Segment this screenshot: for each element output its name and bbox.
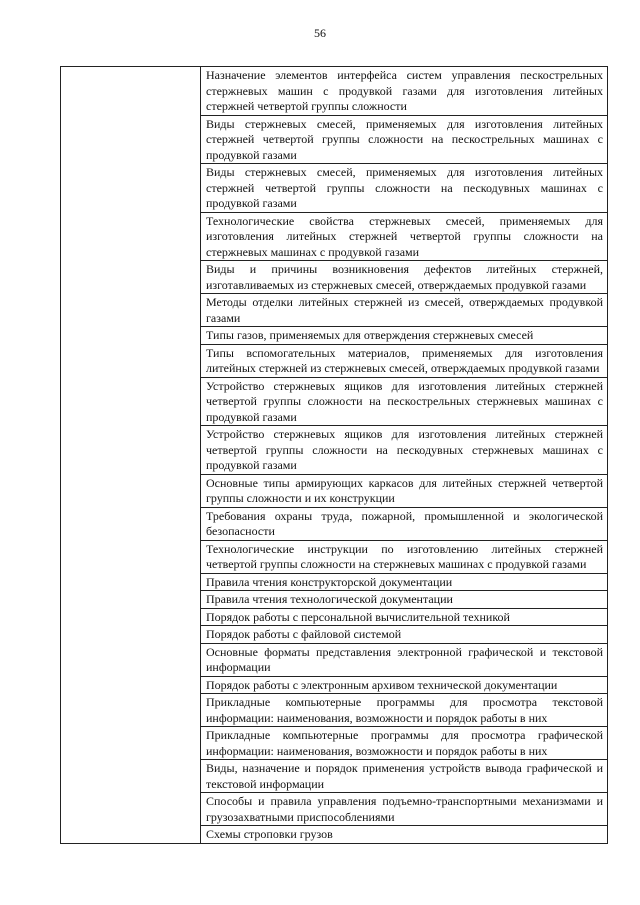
table-cell — [201, 294, 608, 327]
table-cell — [201, 591, 608, 609]
table-cell — [201, 115, 608, 164]
row-text: Порядок работы с электронным архивом технической документации — [206, 677, 558, 692]
page-number: 56 — [314, 26, 326, 40]
table-cell — [201, 327, 608, 345]
table-cell — [201, 676, 608, 694]
table-cell — [201, 426, 608, 475]
left-column-cell — [61, 67, 201, 844]
row-text: Основные типы армирующих каркасов для литейных стержней четвертой группы сложности и их конструкции — [206, 475, 603, 505]
row-text: Устройство стержневых ящиков для изготовления литейных стержней четвертой группы сложности на пескодувных стержневых машинах с продувкой газами — [206, 427, 603, 472]
table-cell — [201, 626, 608, 644]
row-text: Типы газов, применяемых для отверждения стержневых смесей — [206, 328, 534, 342]
row-text: Порядок работы с персональной вычислительной техникой — [206, 609, 510, 624]
row-text: Прикладные компьютерные программы для просмотра текстовой информации: наименования, возможности и порядок работы в них — [206, 695, 603, 725]
row-text: Виды стержневых смесей, применяемых для изготовления литейных стержней четвертой группы сложности на пескострельных машинах с продувкой газами — [206, 116, 603, 162]
row-text: Схемы строповки грузов — [206, 827, 333, 841]
table-cell — [201, 164, 608, 213]
row-text: Назначение элементов интерфейса систем управления пескострельных стержневых машин с продувкой газами для изготовления литейных стержней четвертой группы сложности — [206, 68, 603, 113]
row-text: Методы отделки литейных стержней из смесей, отверждаемых продувкой газами — [206, 295, 603, 325]
table-cell — [201, 507, 608, 540]
table-cell — [201, 67, 608, 116]
table-cell — [201, 793, 608, 826]
row-text: Правила чтения конструкторской документации — [206, 574, 453, 589]
row-text: Правила чтения технологической документации — [206, 592, 453, 606]
table-cell — [201, 540, 608, 573]
requirements-table — [60, 66, 608, 844]
table-cell — [201, 727, 608, 760]
table-cell — [201, 643, 608, 676]
row-text: Порядок работы с файловой системой — [206, 627, 402, 641]
row-text: Прикладные компьютерные программы для просмотра графической информации: наименования, возможности и порядок работы в них — [206, 728, 603, 758]
table-cell — [201, 573, 608, 591]
table-row — [61, 67, 608, 116]
table-cell — [201, 344, 608, 377]
row-text: Технологические инструкции по изготовлению литейных стержней четвертой группы сложности на стержневых машинах с продувкой газами — [206, 541, 603, 571]
table-cell — [201, 760, 608, 793]
table-cell — [201, 826, 608, 844]
table-cell — [201, 608, 608, 626]
table-cell — [201, 694, 608, 727]
row-text: Виды стержневых смесей, применяемых для изготовления литейных стержней четвертой группы сложности на пескодувных машинах с продувкой газами — [206, 165, 603, 210]
row-text: Устройство стержневых ящиков для изготовления литейных стержней четвертой группы сложности на пескострельных стержневых машинах с продувкой газами — [206, 378, 603, 424]
row-text: Способы и правила управления подъемно-транспортными механизмами и грузозахватными приспособлениями — [206, 794, 603, 824]
row-text: Типы вспомогательных материалов, применяемых для изготовления литейных стержней из стержневых смесей, отверждаемых продувкой газами — [206, 345, 603, 375]
row-text: Виды, назначение и порядок применения устройств вывода графической и текстовой информации — [206, 761, 603, 791]
table-cell — [201, 474, 608, 507]
table-cell — [201, 377, 608, 426]
row-text: Виды и причины возникновения дефектов литейных стержней, изготавливаемых из стержневых смесей, отверждаемых продувкой газами — [206, 262, 603, 292]
table-cell — [201, 212, 608, 261]
table-cell — [201, 261, 608, 294]
row-text: Основные форматы представления электронной графической и текстовой информации — [206, 644, 603, 674]
row-text: Технологические свойства стержневых смесей, применяемых для изготовления литейных стержней четвертой группы сложности на стержневых машинах с продувкой газами — [206, 213, 603, 259]
row-text: Требования охраны труда, пожарной, промышленной и экологической безопасности — [206, 508, 603, 538]
